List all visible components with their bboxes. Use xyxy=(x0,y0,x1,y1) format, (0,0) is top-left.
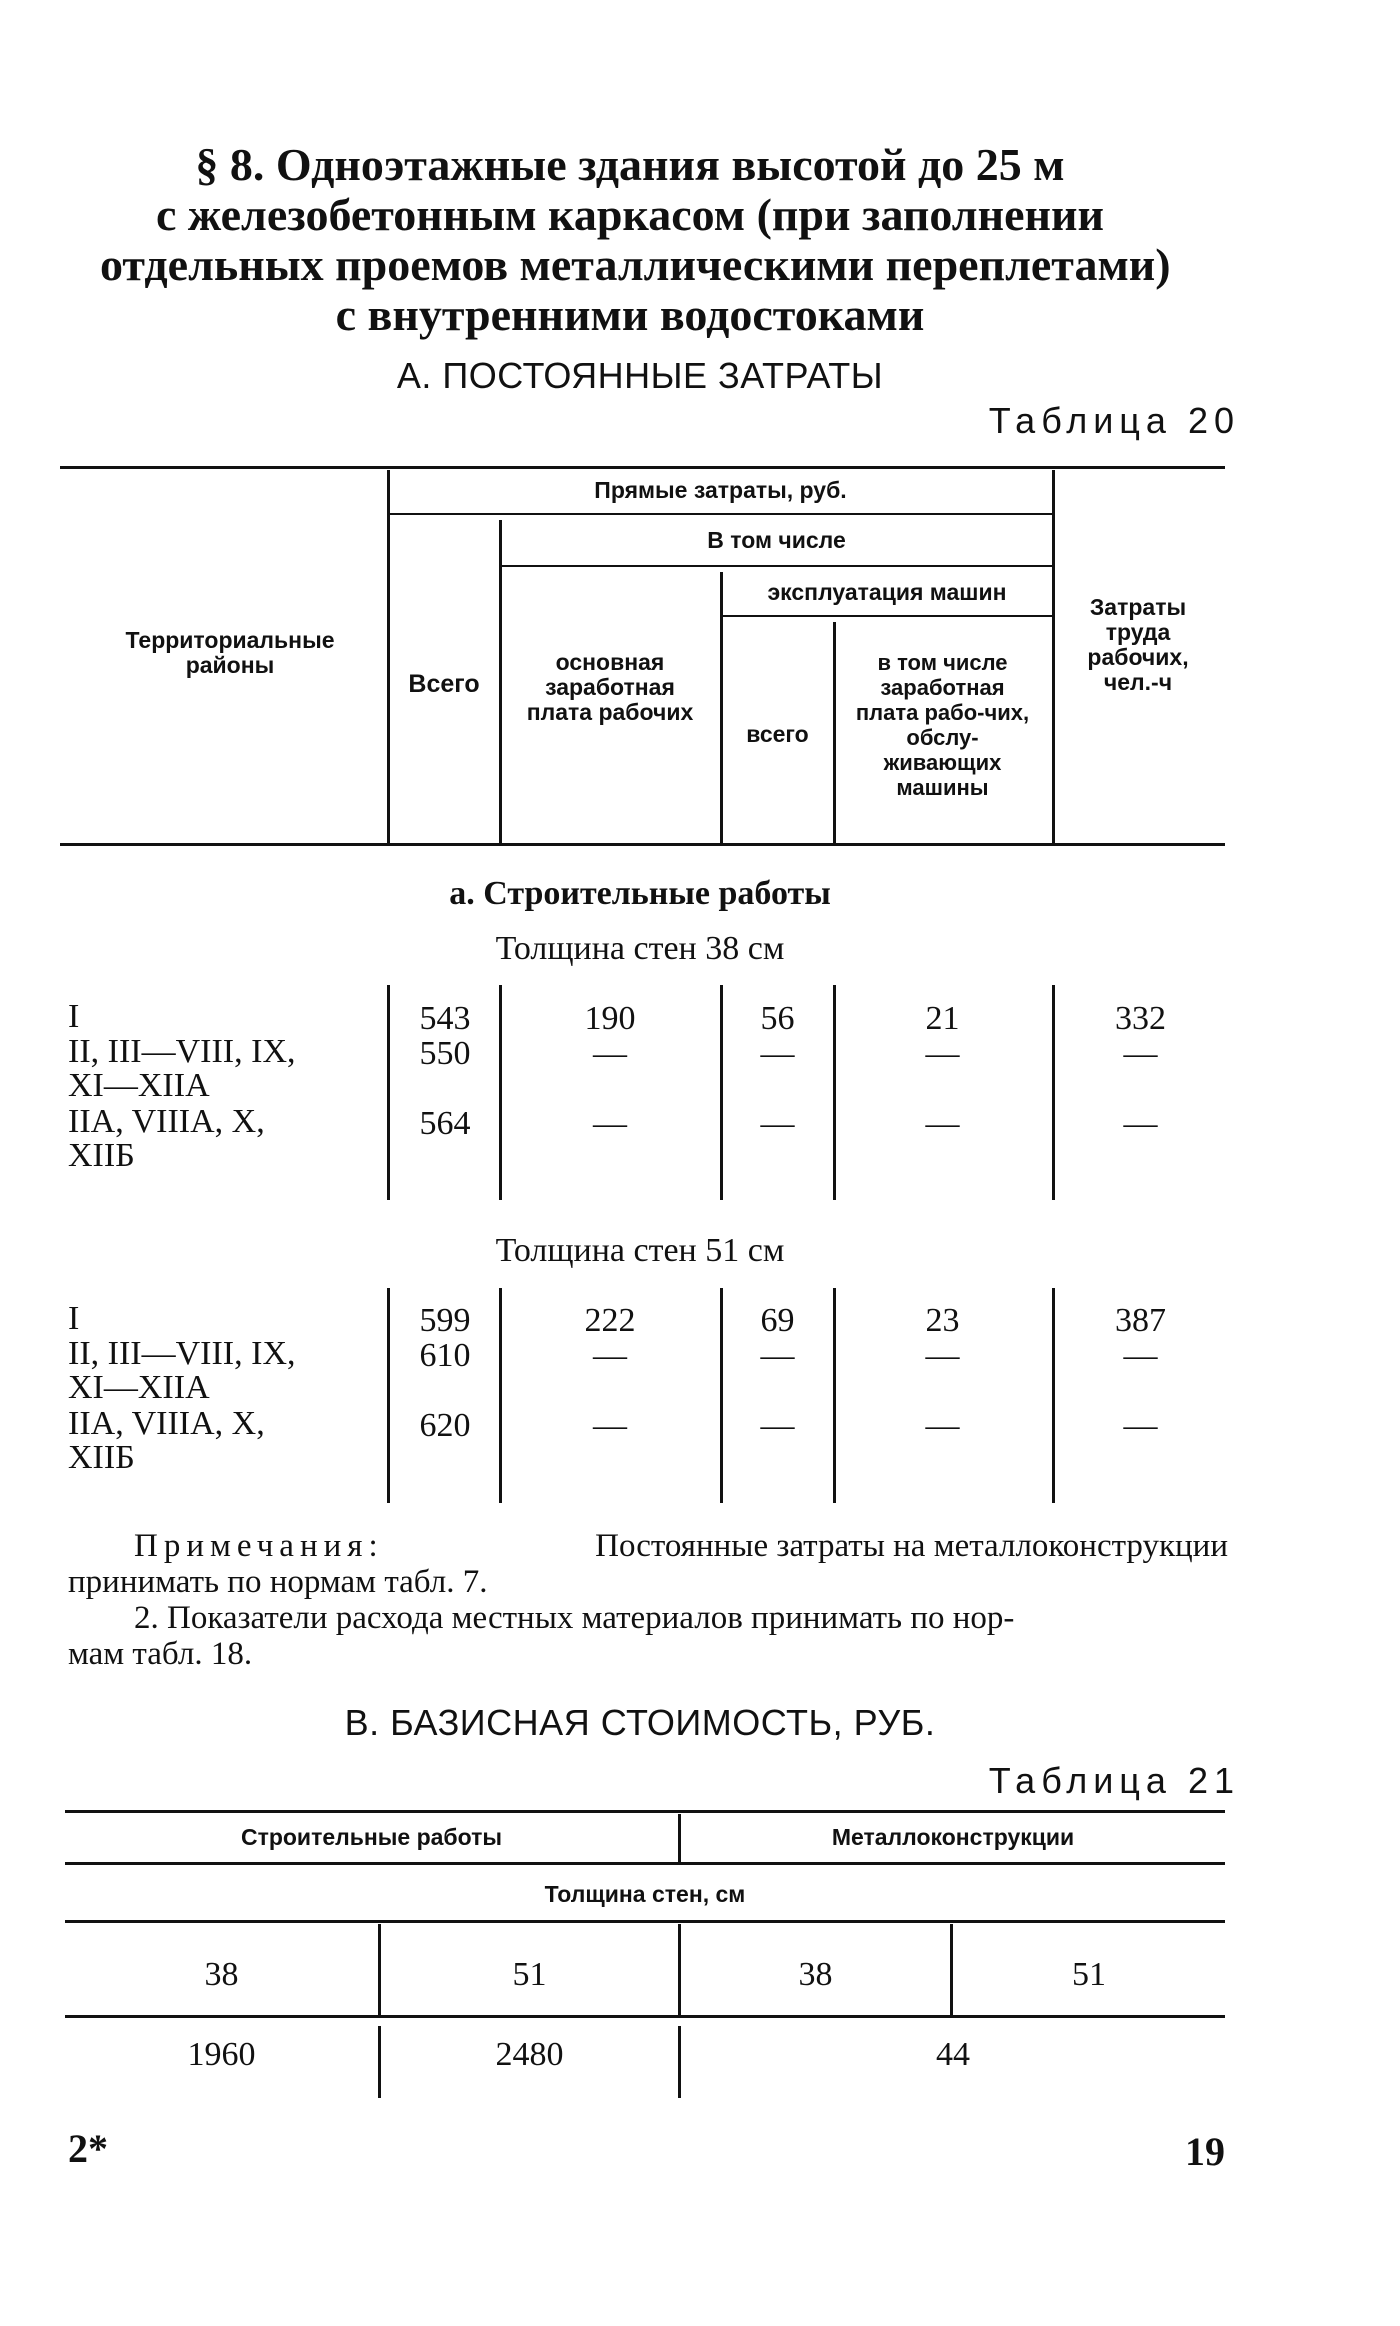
divider xyxy=(65,2015,1225,2018)
cell-total: 599 xyxy=(419,1302,471,1339)
col-base-wage-header: основная заработная плата рабочих xyxy=(526,649,694,725)
cell-machines-wage: — xyxy=(925,1035,960,1072)
cell-machines-wage: — xyxy=(925,1337,960,1374)
page-number: 19 xyxy=(1185,2129,1225,2174)
cell-machines: — xyxy=(760,1105,795,1142)
divider xyxy=(499,985,502,1200)
note-1-cont: принимать по нормам табл. 7. xyxy=(68,1564,488,1600)
cell-total: 564 xyxy=(419,1105,471,1142)
divider xyxy=(720,1288,723,1503)
group-caption: Толщина стен 38 см xyxy=(495,930,785,967)
cell-wage: 222 xyxy=(584,1302,636,1339)
signature-mark: 2* xyxy=(68,2126,108,2171)
table-21-label: Таблица 21 xyxy=(988,1760,1240,1801)
cost-metal: 44 xyxy=(936,2036,970,2073)
cell-machines: — xyxy=(760,1407,795,1444)
cell-labor: — xyxy=(1123,1337,1158,1374)
col-machines-total-header: всего xyxy=(746,721,809,747)
divider xyxy=(720,572,723,843)
heading-line: с железобетонным каркасом (при заполнении xyxy=(155,189,1105,240)
notes xyxy=(68,1528,1228,1672)
heading-line: § 8. Одноэтажные здания высотой до 25 м xyxy=(195,139,1065,190)
col-labor-header: Затраты труда рабочих, чел.-ч xyxy=(1087,594,1189,695)
region-label: XI—XIIA xyxy=(68,1067,210,1104)
cell-total: 543 xyxy=(419,1000,471,1037)
section-b-title: В. БАЗИСНАЯ СТОИМОСТЬ, РУБ. xyxy=(344,1702,936,1743)
divider xyxy=(720,985,723,1200)
note-1-text: Постоянные затраты на металлоконструкции xyxy=(595,1528,1228,1564)
heading-line: отдельных проемов металлическими переплетами) xyxy=(100,239,1171,290)
cell-machines: 56 xyxy=(760,1000,795,1037)
region-label: XIIБ xyxy=(68,1439,135,1476)
divider xyxy=(1052,985,1055,1200)
cell-machines-wage: 23 xyxy=(925,1302,960,1339)
table-20-label: Таблица 20 xyxy=(988,400,1240,441)
cost-construction-51: 2480 xyxy=(495,2036,564,2073)
cell-machines: 69 xyxy=(760,1302,795,1339)
col-direct-costs-header: Прямые затраты, руб. xyxy=(594,477,847,503)
divider xyxy=(387,470,390,843)
table-row-label xyxy=(68,1337,388,1405)
region-label: XI—XIIA xyxy=(68,1369,210,1406)
heading-line: с внутренними водостоками xyxy=(335,289,925,340)
cell-machines: — xyxy=(760,1337,795,1374)
cell-labor: 387 xyxy=(1115,1302,1166,1339)
cell-wage: — xyxy=(593,1337,627,1374)
divider xyxy=(1052,1288,1055,1503)
table-row-label xyxy=(68,1000,388,1034)
cell-wage: — xyxy=(593,1407,627,1444)
section-heading xyxy=(100,139,1171,340)
divider xyxy=(389,513,1052,515)
divider xyxy=(499,1288,502,1503)
thickness-value: 38 xyxy=(798,1956,833,1993)
group-caption: Толщина стен 51 см xyxy=(495,1232,785,1269)
section-a-title: А. ПОСТОЯННЫЕ ЗАТРАТЫ xyxy=(396,355,884,396)
cell-labor: — xyxy=(1123,1407,1158,1444)
cell-wage: 190 xyxy=(584,1000,636,1037)
divider xyxy=(1052,470,1055,843)
cell-wage: — xyxy=(593,1105,627,1142)
thickness-value: 38 xyxy=(204,1956,239,1993)
cell-machines-wage: — xyxy=(925,1105,960,1142)
table-header-bottom-rule xyxy=(60,843,1225,846)
divider xyxy=(833,985,836,1200)
cell-labor: 332 xyxy=(1115,1000,1166,1037)
cost-construction-38: 1960 xyxy=(187,2036,256,2073)
cell-machines-wage: 21 xyxy=(925,1000,960,1037)
region-label: II, III—VIII, IX, xyxy=(68,1033,296,1070)
region-label: IIA, VIIIA, X, xyxy=(68,1103,265,1140)
cell-total: 550 xyxy=(419,1035,471,1072)
table-top-rule xyxy=(60,466,1225,469)
note-2: 2. Показатели расхода местных материалов принимать по нор- xyxy=(134,1600,1015,1636)
divider xyxy=(65,1920,1225,1923)
col-machines-wage-header: в том числе заработная плата рабо-чих, обслу-живающих машины xyxy=(855,650,1030,800)
col-total-header: Всего xyxy=(408,670,480,698)
table-row-label xyxy=(68,1302,388,1336)
region-label-line xyxy=(68,1035,388,1069)
table-row-label xyxy=(68,1407,388,1475)
note-line xyxy=(68,1528,1228,1564)
divider xyxy=(65,1862,1225,1865)
divider xyxy=(501,565,1052,567)
note-2-cont: мам табл. 18. xyxy=(68,1636,253,1672)
region-label: IIA, VIIIA, X, xyxy=(68,1405,265,1442)
region-label: XIIБ xyxy=(68,1137,135,1174)
cell-machines: — xyxy=(760,1035,795,1072)
cell-labor: — xyxy=(1123,1035,1158,1072)
col-regions-header: Территориальные районы xyxy=(125,627,335,678)
region-label: I xyxy=(68,1300,80,1337)
cell-total: 620 xyxy=(419,1407,471,1444)
region-label: I xyxy=(68,998,80,1035)
cell-total: 610 xyxy=(419,1337,471,1374)
col-machines-header: эксплуатация машин xyxy=(767,579,1007,605)
table-top-rule xyxy=(65,1810,1225,1813)
table-row-label xyxy=(68,1035,388,1103)
notes-lead: Примечания: xyxy=(134,1528,384,1564)
divider xyxy=(499,520,502,843)
cell-labor: — xyxy=(1123,1105,1158,1142)
thickness-value: 51 xyxy=(1072,1956,1106,1993)
divider xyxy=(833,622,836,843)
cell-wage: — xyxy=(593,1035,627,1072)
table-row-label xyxy=(68,1105,388,1173)
cell-machines-wage: — xyxy=(925,1407,960,1444)
col-metal-header: Металлоконструкции xyxy=(831,1824,1075,1850)
col-construction-header: Строительные работы xyxy=(240,1824,503,1850)
divider xyxy=(833,1288,836,1503)
thickness-value: 51 xyxy=(512,1956,547,1993)
divider xyxy=(722,615,1052,617)
region-label: II, III—VIII, IX, xyxy=(68,1335,296,1372)
thickness-header: Толщина стен, см xyxy=(544,1881,746,1907)
col-including-header: В том числе xyxy=(707,527,846,553)
subsection-title: а. Строительные работы xyxy=(449,875,831,912)
